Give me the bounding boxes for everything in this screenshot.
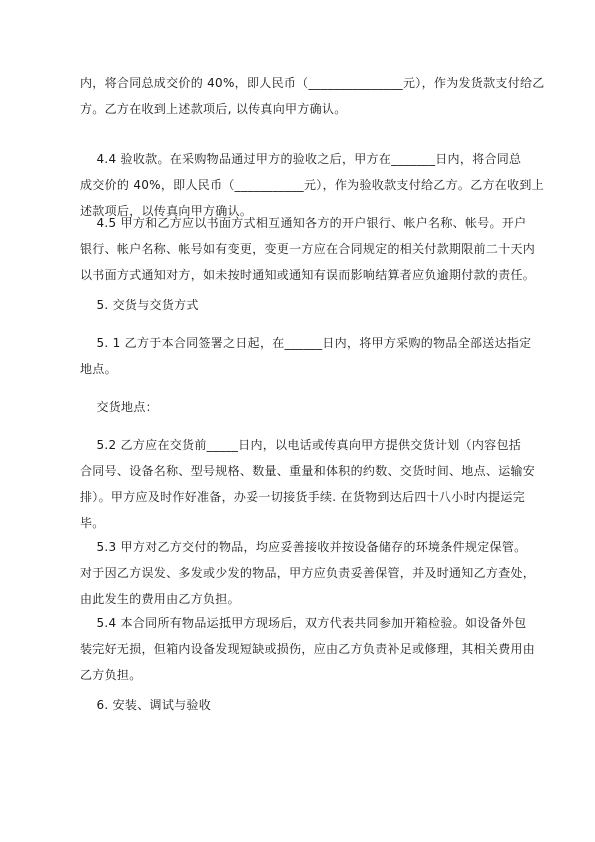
text-line: 银行、帐户名称、帐号如有变更，变更一方应在合同规定的相关付款期限前二十天内 [80,242,536,256]
section-6-heading [80,692,525,718]
text-line: 装完好无损，但箱内设备发现短缺或损伤，应由乙方负责补足或修理，其相关费用由 [80,642,536,656]
text-line: 毕。 [80,516,105,530]
paragraph-4-5 [80,210,536,288]
text-line: 交货地点： [80,400,158,414]
paragraph-5-3 [80,534,536,612]
text-line: 内，将合同总成交价的 40%，即人民币（_______________元），作为发货款支付给乙 [80,76,545,90]
text-line: 4.5 甲方和乙方应以书面方式相互通知各方的开户银行、帐户名称、帐号。开户 [80,216,527,230]
paragraph-5-4 [80,610,536,688]
text-line: 4.4 验收款。在采购物品通过甲方的验收之后，甲方在_______日内，将合同总 [80,152,522,166]
delivery-place-label [80,394,525,420]
text-line: 6. 安装、调试与验收 [80,698,212,712]
paragraph-5-2 [80,432,536,536]
paragraph-4-3-continued [80,70,545,122]
text-line: 地点。 [80,362,117,376]
text-line: 5. 交货与交货方式 [80,298,199,312]
text-line: 由此发生的费用由乙方负担。 [80,592,240,606]
text-line: 述款项后，以传真向甲方确认。 [80,204,253,218]
text-line: 方。乙方在收到上述款项后, 以传真向甲方确认。 [80,102,347,116]
text-line: 5.4 本合同所有物品运抵甲方现场后，双方代表共同参加开箱检验。如设备外包 [80,616,527,630]
text-line: 5.3 甲方对乙方交付的物品，均应妥善接收并按设备储存的环境条件规定保管。 [80,540,527,554]
text-line: 5. 1 乙方于本合同签署之日起，在______日内，将甲方采购的物品全部送达指定 [80,336,532,350]
section-5-heading [80,292,525,318]
text-line: 乙方负担。 [80,668,142,682]
text-line: 以书面方式通知对方，如未按时通知或通知有误而影响结算者应负逾期付款的责任。 [80,268,536,282]
text-line: 合同号、设备名称、型号规格、数量、重量和体积的约数、交货时间、地点、运输安 [80,464,536,478]
text-line: 5.2 乙方应在交货前_____日内，以电话或传真向甲方提供交货计划（内容包括 [80,438,522,452]
text-line: 成交价的 40%，即人民币（___________元），作为验收款支付给乙方。乙方在收到上 [80,178,544,192]
text-line: 对于因乙方误发、多发或少发的物品，甲方应负责妥善保管，并及时通知乙方查处， [80,566,536,580]
text-line: 排）。甲方应及时作好准备，办妥一切接货手续. 在货物到达后四十八小时内提运完 [80,490,526,504]
paragraph-5-1 [80,330,532,382]
